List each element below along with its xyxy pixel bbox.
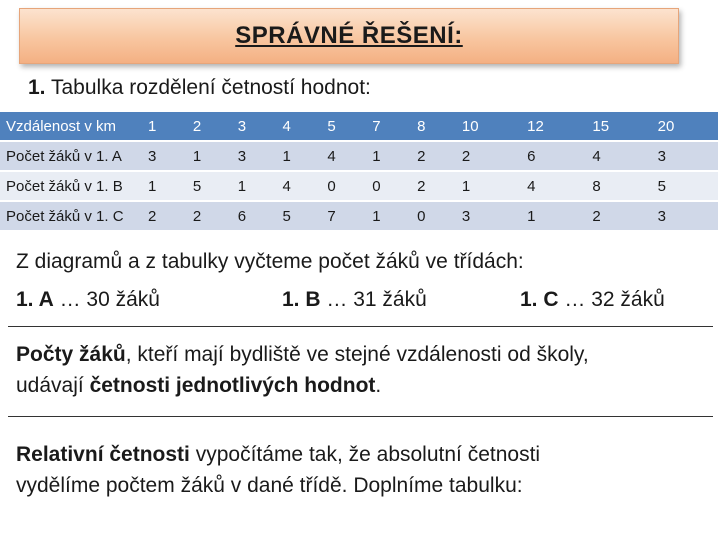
table-row — [0, 140, 718, 170]
table-cell: 4 — [278, 170, 323, 200]
table-header-cell: 10 — [457, 112, 522, 140]
table-row — [0, 200, 718, 230]
term-frequencies: četnosti jednotlivých hodnot — [89, 374, 376, 397]
paragraph-text: udávají — [16, 374, 84, 397]
table-header-label: Vzdálenost v km — [0, 112, 143, 140]
table-header-cell: 1 — [143, 112, 188, 140]
table-cell: 1 — [367, 140, 412, 170]
table-header-cell: 8 — [412, 112, 457, 140]
result-class-label: 1. A — [16, 288, 54, 311]
table-row — [0, 170, 718, 200]
section-heading-text: Tabulka rozdělení četností hodnot: — [50, 76, 371, 99]
result-class-label: 1. C — [520, 288, 559, 311]
table-cell: 4 — [322, 140, 367, 170]
table-cell: 1 — [188, 140, 233, 170]
term-relative-frequencies: Relativní četnosti — [16, 443, 190, 466]
table-cell: 1 — [522, 200, 587, 230]
row-label: Počet žáků v 1. C — [0, 200, 143, 230]
table-cell: 5 — [278, 200, 323, 230]
table-header-cell: 12 — [522, 112, 587, 140]
table-cell: 2 — [412, 140, 457, 170]
section-heading — [28, 76, 371, 100]
result-class-count: … 32 žáků — [564, 288, 665, 311]
table-header-cell: 5 — [322, 112, 367, 140]
table-cell: 3 — [233, 140, 278, 170]
table-header-cell: 3 — [233, 112, 278, 140]
table-header-cell: 7 — [367, 112, 412, 140]
table-cell: 2 — [412, 170, 457, 200]
table-cell: 3 — [653, 140, 718, 170]
table-cell: 4 — [522, 170, 587, 200]
table-cell: 1 — [143, 170, 188, 200]
table-header-cell: 15 — [587, 112, 652, 140]
table-cell: 6 — [522, 140, 587, 170]
result-class-b — [282, 288, 427, 312]
table-cell: 2 — [188, 200, 233, 230]
result-class-a — [16, 288, 160, 312]
row-label: Počet žáků v 1. B — [0, 170, 143, 200]
table-cell: 1 — [233, 170, 278, 200]
table-cell: 5 — [653, 170, 718, 200]
table-cell: 1 — [278, 140, 323, 170]
paragraph-text: vydělíme počtem žáků v dané třídě. Doplníme tabulku: — [16, 474, 523, 497]
paragraph-text: vypočítáme tak, že absolutní četnosti — [195, 443, 541, 466]
result-class-label: 1. B — [282, 288, 321, 311]
table-cell: 3 — [457, 200, 522, 230]
paragraph-text: , kteří mají bydliště ve stejné vzdálenosti od školy, — [125, 343, 589, 366]
table-cell: 4 — [587, 140, 652, 170]
table-cell: 6 — [233, 200, 278, 230]
table-cell: 1 — [367, 200, 412, 230]
table-cell: 2 — [587, 200, 652, 230]
table-header-cell: 20 — [653, 112, 718, 140]
term-counts: Počty žáků — [16, 343, 126, 366]
row-label: Počet žáků v 1. A — [0, 140, 143, 170]
table-cell: 1 — [457, 170, 522, 200]
paragraph-text: . — [375, 374, 382, 397]
summary-line: Z diagramů a z tabulky vyčteme počet žáků ve třídách: — [16, 250, 524, 273]
divider — [8, 416, 713, 417]
result-class-c — [520, 288, 665, 312]
page-title: SPRÁVNÉ ŘEŠENÍ: — [235, 22, 463, 49]
table-cell: 7 — [322, 200, 367, 230]
table-cell: 8 — [587, 170, 652, 200]
table-cell: 3 — [143, 140, 188, 170]
table-header-cell: 4 — [278, 112, 323, 140]
result-class-count: … 30 žáků — [59, 288, 160, 311]
title-banner — [19, 8, 679, 64]
table-header-cell: 2 — [188, 112, 233, 140]
table-cell: 3 — [653, 200, 718, 230]
table-cell: 2 — [457, 140, 522, 170]
table-cell: 0 — [412, 200, 457, 230]
table-cell: 5 — [188, 170, 233, 200]
table-cell: 0 — [322, 170, 367, 200]
result-class-count: … 31 žáků — [326, 288, 427, 311]
table-cell: 2 — [143, 200, 188, 230]
table-cell: 0 — [367, 170, 412, 200]
section-number: 1. — [28, 76, 46, 99]
frequency-table — [0, 112, 718, 230]
divider — [8, 326, 713, 327]
table-header-row — [0, 112, 718, 140]
frequency-paragraph — [16, 339, 716, 401]
relative-frequency-paragraph — [16, 439, 716, 501]
